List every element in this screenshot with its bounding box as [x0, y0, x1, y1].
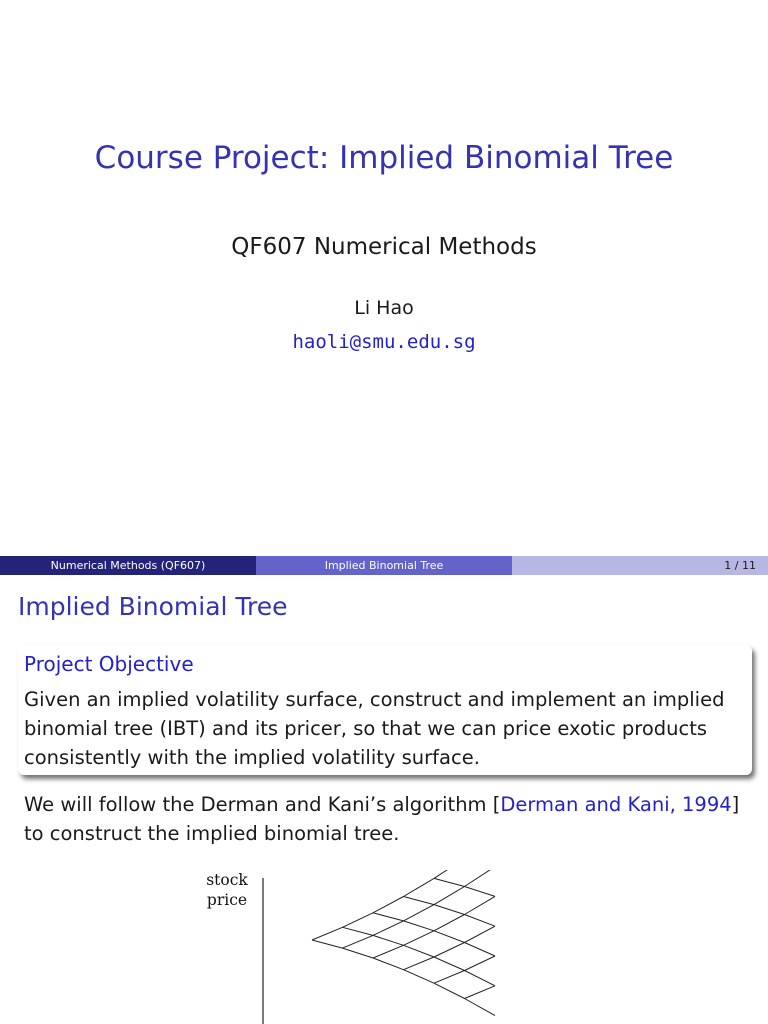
block-line: Given an implied volatility surface, construct and implement an implied — [24, 688, 725, 711]
block-line: consistently with the implied volatility surface. — [24, 746, 480, 769]
tree-branch — [404, 897, 435, 905]
tree-branch — [465, 971, 496, 986]
tree-branch — [465, 870, 496, 887]
tree-branch — [465, 915, 496, 927]
tree-branch — [465, 887, 496, 897]
tree-branch — [404, 878, 435, 896]
tree-branch — [373, 913, 404, 921]
tree-branch — [343, 935, 374, 948]
tree-branch — [404, 945, 435, 957]
objective-block — [18, 645, 752, 775]
tree-branch — [343, 948, 374, 958]
tree-branch — [404, 921, 435, 931]
author-name: Li Hao — [354, 297, 414, 319]
page-number: 1 / 11 — [724, 559, 756, 572]
tree-branch — [434, 983, 465, 998]
tree-branch — [404, 905, 435, 921]
axis-label-line: price — [206, 891, 248, 909]
tree-branch — [373, 921, 404, 936]
block-body — [24, 685, 748, 772]
axis-label-line: stock — [206, 871, 248, 889]
tree-branch — [434, 870, 465, 878]
tree-diagram — [195, 870, 515, 1024]
tree-branch — [434, 971, 465, 984]
tree-branch — [404, 970, 435, 984]
tree-branch — [465, 956, 496, 971]
tree-branch — [373, 958, 404, 970]
tree-branch — [434, 915, 465, 931]
slide-footer — [0, 556, 768, 575]
block-title: Project Objective — [24, 652, 194, 676]
tree-branch — [312, 940, 343, 948]
tree-branch — [404, 957, 435, 970]
tree-branch — [434, 887, 465, 905]
tree-branch — [465, 896, 496, 914]
tree-branch — [434, 905, 465, 915]
course-subtitle: QF607 Numerical Methods — [231, 234, 537, 260]
paragraph-text: We will follow the Derman and Kani’s algorithm [ — [24, 793, 501, 816]
presentation-title: Course Project: Implied Binomial Tree — [94, 140, 674, 176]
tree-branch — [373, 935, 404, 945]
tree-branch — [343, 927, 374, 935]
tree-lattice — [312, 870, 495, 1016]
paragraph-line-1 — [24, 790, 754, 819]
tree-branch — [373, 897, 404, 913]
tree-branch — [465, 999, 496, 1016]
footer-course: Numerical Methods (QF607) — [0, 556, 256, 575]
tree-branch — [434, 957, 465, 971]
body-paragraph — [24, 790, 754, 848]
block-line: binomial tree (IBT) and its pricer, so that we can price exotic products — [24, 717, 708, 740]
tree-branch — [465, 986, 496, 999]
tree-branch — [312, 927, 343, 940]
slide-title: Implied Binomial Tree — [18, 592, 288, 621]
citation-link[interactable]: Derman and Kani, 1994 — [500, 793, 732, 816]
tree-branch — [373, 945, 404, 958]
footer-topic: Implied Binomial Tree — [256, 556, 512, 575]
tree-branch — [343, 913, 374, 928]
binomial-tree-figure — [195, 870, 515, 1024]
footer-page-section — [512, 556, 768, 575]
tree-branch — [434, 878, 465, 886]
paragraph-bracket: ] — [731, 793, 740, 816]
tree-branch — [404, 931, 435, 946]
tree-branch — [434, 943, 465, 958]
tree-branch — [465, 943, 496, 957]
author-email-link[interactable]: haoli@smu.edu.sg — [292, 331, 476, 353]
paragraph-line-2: to construct the implied binomial tree. — [24, 822, 400, 845]
tree-branch — [434, 931, 465, 943]
tree-branch — [465, 926, 496, 942]
